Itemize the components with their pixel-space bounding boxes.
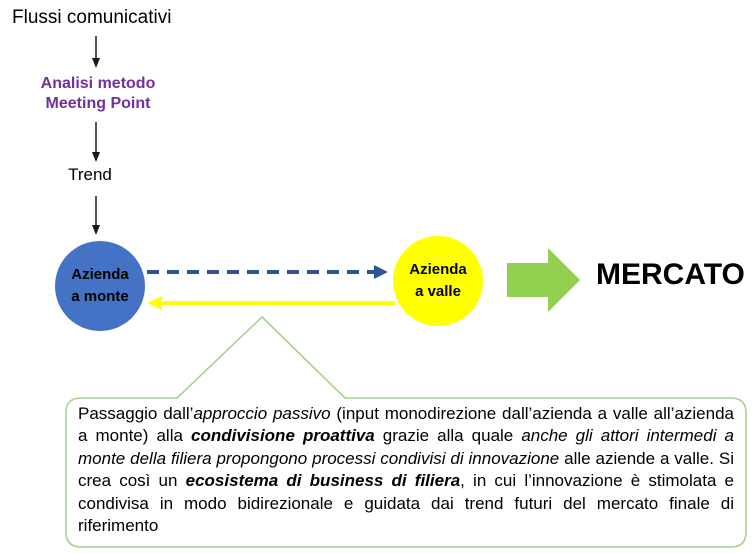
callout-text-segment: Passaggio dall’ bbox=[78, 404, 194, 423]
callout-text-segment: , in cui l’innovazione è stimolata e condivisa in modo bidirezionale e guidata dai trend futuri del mercato finale di riferimento bbox=[78, 471, 735, 536]
azienda-monte-line1: Azienda bbox=[71, 266, 129, 283]
feedback-arrow-icon bbox=[147, 296, 395, 310]
mercato-label: MERCATO bbox=[596, 258, 745, 291]
callout-text-segment: anche gli attori intermedi a monte della filiera propongono processi condivisi di innovazione bbox=[78, 426, 734, 468]
azienda-valle-line1: Azienda bbox=[409, 261, 467, 278]
analisi-metodo-line1: Analisi metodo bbox=[40, 75, 156, 92]
azienda-valle-line2: a valle bbox=[415, 283, 461, 300]
callout-text-segment: ecosistema di business di filiera bbox=[185, 471, 461, 491]
azienda-valle-node bbox=[393, 236, 483, 326]
dashed-arrow-icon bbox=[147, 265, 388, 279]
callout-text-segment: condivisione proattiva bbox=[190, 426, 375, 446]
down-arrow-icon-3 bbox=[92, 196, 100, 235]
trend-label: Trend bbox=[68, 165, 112, 184]
callout-text-segment: grazie alla quale bbox=[374, 426, 522, 446]
analisi-metodo-line2: Meeting Point bbox=[45, 95, 151, 112]
callout-text-segment: (input monodirezione dall’azienda a valle all’azienda a monte) alla bbox=[78, 404, 734, 446]
down-arrow-icon-1 bbox=[92, 36, 100, 68]
callout-text-segment: approccio passivo bbox=[193, 404, 331, 423]
azienda-monte-node bbox=[55, 241, 145, 331]
callout-text bbox=[78, 403, 734, 537]
analisi-metodo-label bbox=[16, 74, 180, 114]
market-arrow-icon bbox=[507, 248, 580, 312]
azienda-monte-line2: a monte bbox=[71, 288, 129, 305]
callout-text-segment: alle aziende a valle. Si crea così un bbox=[78, 448, 734, 491]
flussi-comunicativi-label: Flussi comunicativi bbox=[12, 7, 172, 28]
down-arrow-icon-2 bbox=[92, 122, 100, 162]
